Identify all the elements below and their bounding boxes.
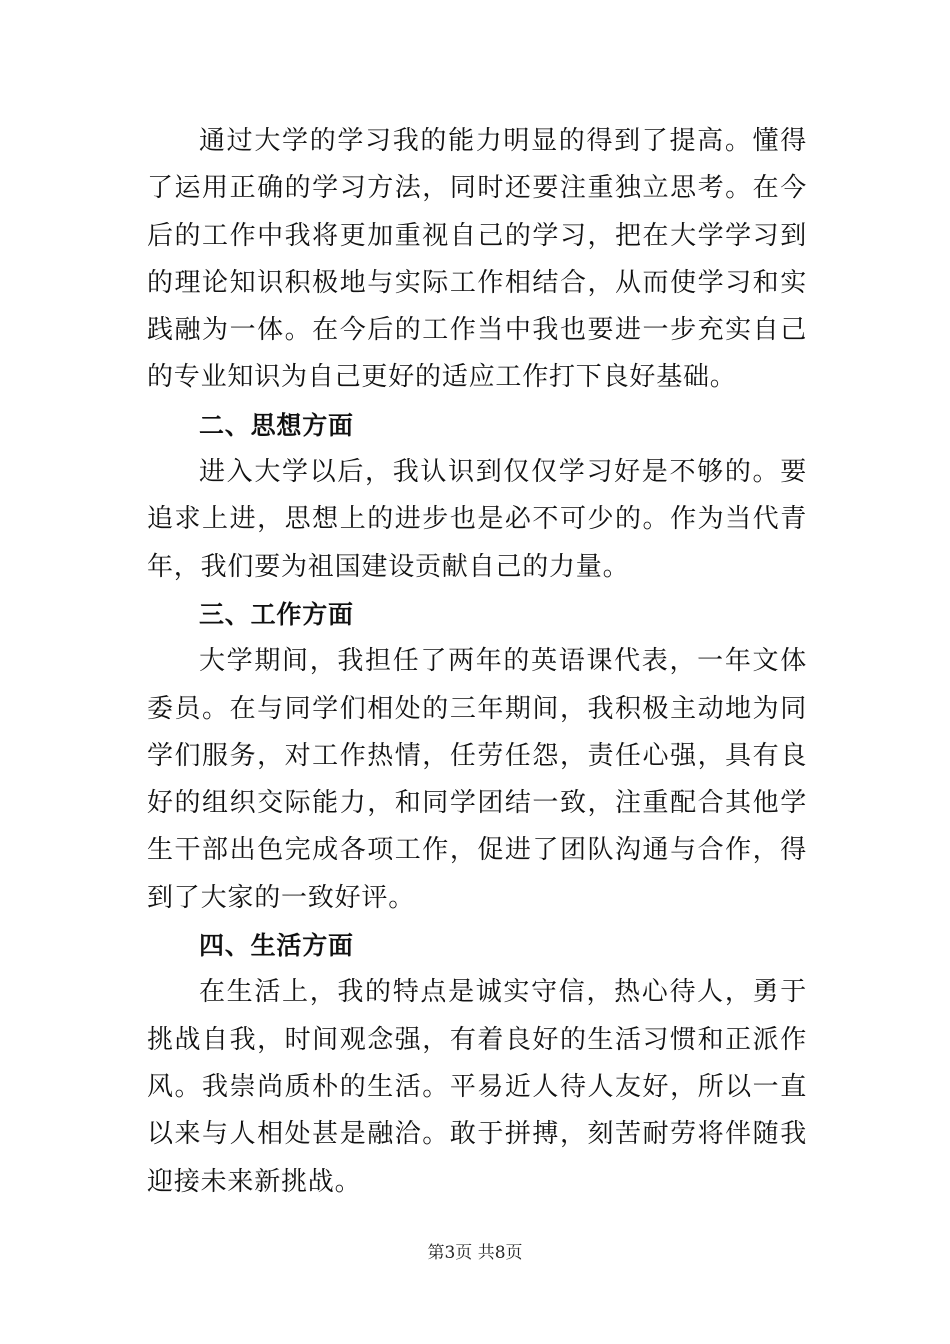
paragraph-study: 通过大学的学习我的能力明显的得到了提高。懂得了运用正确的学习方法，同时还要注重独立思考。在今后的工作中我将更加重视自己的学习，把在大学学习到的理论知识积极地与实际工作相结合，从而使学习和实践融为一体。在今后的工作当中我也要进一步充实自己的专业知识为自己更好的适应工作打下良好基础。	[147, 126, 807, 393]
section-heading-work: 三、工作方面	[199, 599, 354, 629]
section-heading-life: 四、生活方面	[199, 931, 354, 961]
paragraph-thought: 进入大学以后，我认识到仅仅学习好是不够的。要追求上进，思想上的进步也是必不可少的。作为当代青年，我们要为祖国建设贡献自己的力量。	[147, 457, 807, 582]
document-body	[147, 118, 807, 1206]
section-heading-thought: 二、思想方面	[199, 410, 354, 440]
page-number-footer: 第3页 共8页	[427, 1243, 523, 1263]
paragraph-work: 大学期间，我担任了两年的英语课代表，一年文体委员。在与同学们相处的三年期间，我积极主动地为同学们服务，对工作热情，任劳任怨，责任心强，具有良好的组织交际能力，和同学团结一致，注重配合其他学生干部出色完成各项工作，促进了团队沟通与合作，得到了大家的一致好评。	[147, 646, 807, 913]
paragraph-life: 在生活上，我的特点是诚实守信，热心待人，勇于挑战自我，时间观念强，有着良好的生活习惯和正派作风。我崇尚质朴的生活。平易近人待人友好，所以一直以来与人相处甚是融洽。敢于拼搏，刻苦耐劳将伴随我迎接未来新挑战。	[147, 977, 807, 1197]
